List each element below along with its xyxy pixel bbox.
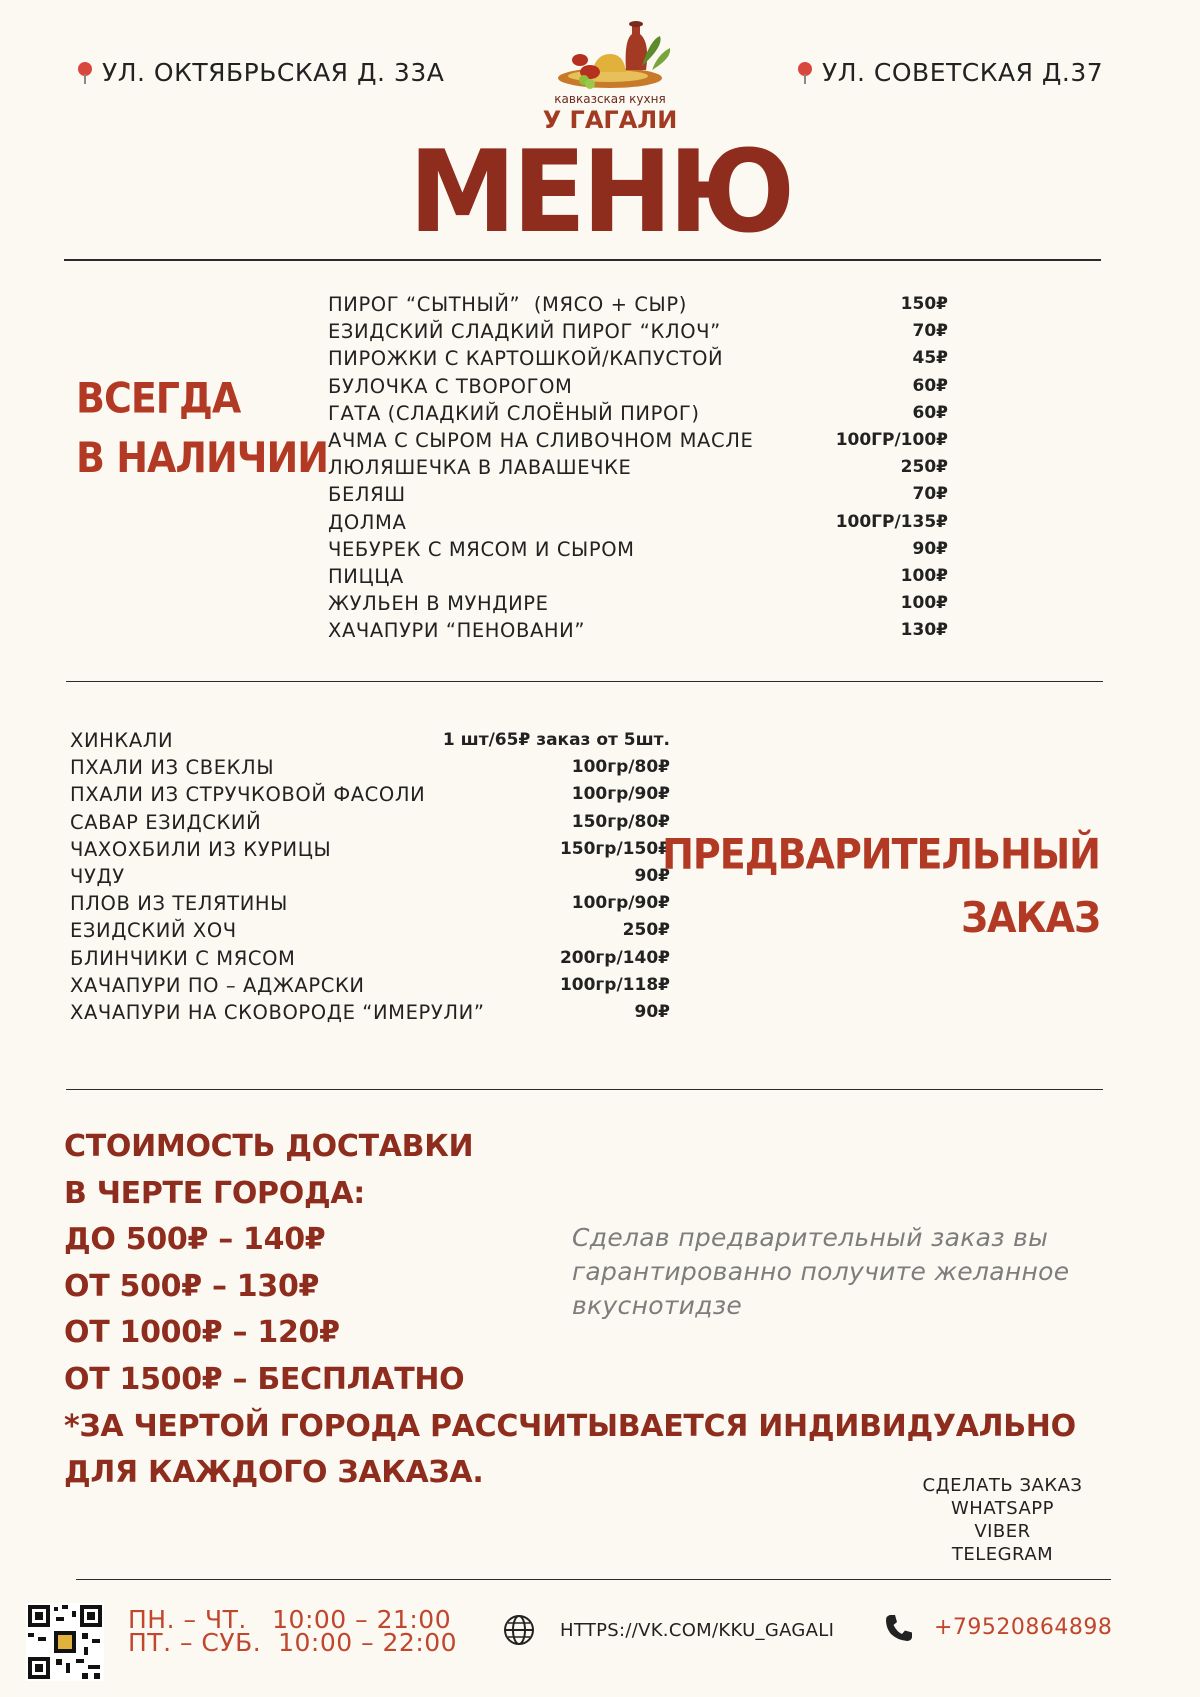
menu-item — [70, 781, 670, 808]
menu-item-name: ЧУДУ — [70, 865, 125, 889]
hours-line1: ПН. – ЧТ. 10:00 – 21:00 — [128, 1605, 452, 1634]
page-title: МЕНЮ — [408, 126, 792, 259]
menu-item-price: 45₽ — [912, 348, 948, 369]
menu-item — [328, 400, 948, 427]
qr-code-graphic — [26, 1603, 104, 1681]
preorder-heading — [620, 822, 1100, 950]
menu-item — [70, 999, 670, 1026]
menu-item-name: ХАЧАПУРИ “ПЕНОВАНИ” — [328, 619, 586, 643]
menu-item — [70, 727, 670, 754]
qr-code[interactable] — [26, 1603, 104, 1681]
menu-item-price: 100₽ — [900, 566, 948, 587]
menu-item — [70, 836, 670, 863]
menu-item — [70, 945, 670, 972]
menu-item-price: 90₽ — [634, 866, 670, 887]
always-heading — [76, 369, 328, 488]
menu-item — [328, 617, 948, 644]
menu-item-price: 200гр/140₽ — [559, 947, 670, 968]
menu-item-price: 250₽ — [900, 457, 948, 478]
map-pin-icon — [798, 62, 812, 84]
address-left-text: УЛ. ОКТЯБРЬСКАЯ Д. 33А — [102, 58, 445, 87]
menu-item-name: БУЛОЧКА С ТВОРОГОМ — [328, 374, 573, 398]
menu-item — [70, 972, 670, 999]
delivery-line: ОТ 1500₽ – БЕСПЛАТНО — [64, 1361, 465, 1397]
menu-item-name: ПХАЛИ ИЗ СВЕКЛЫ — [70, 756, 275, 780]
menu-item-name: ЖУЛЬЕН В МУНДИРЕ — [328, 592, 549, 616]
delivery-line: ОТ 500₽ – 130₽ — [64, 1268, 320, 1304]
opening-hours — [128, 1605, 458, 1657]
logo — [520, 10, 700, 135]
delivery-line: В ЧЕРТЕ ГОРОДА: — [64, 1175, 365, 1211]
menu-item-name: ЧЕБУРЕК С МЯСОМ И СЫРОМ — [328, 537, 635, 561]
menu-item-price: 60₽ — [912, 375, 948, 396]
menu-item — [328, 536, 948, 563]
phone-icon — [884, 1613, 914, 1643]
order-label: СДЕЛАТЬ ЗАКАЗ — [922, 1475, 1083, 1496]
order-channels — [900, 1474, 1105, 1566]
logo-subtitle: кавказская кухня — [554, 92, 666, 106]
menu-item-name: ГАТА (СЛАДКИЙ СЛОЁНЫЙ ПИРОГ) — [328, 401, 700, 425]
menu-item-name: ПЛОВ ИЗ ТЕЛЯТИНЫ — [70, 892, 288, 916]
menu-item-name: ПИЦЦА — [328, 565, 404, 589]
delivery-line: ОТ 1000₽ – 120₽ — [64, 1315, 340, 1351]
menu-item-price: 150гр/150₽ — [559, 838, 670, 859]
menu-item-name: ДОЛМА — [328, 510, 407, 534]
note-line: Сделав предварительный заказ вы — [572, 1223, 1049, 1252]
menu-item — [70, 863, 670, 890]
menu-item-price: 70₽ — [912, 484, 948, 505]
menu-item-name: САВАР ЕЗИДСКИЙ — [70, 810, 262, 834]
menu-item-name: ЧАХОХБИЛИ ИЗ КУРИЦЫ — [70, 837, 332, 861]
menu-item-price: 1 шт/65₽ заказ от 5шт. — [442, 730, 670, 750]
vk-link[interactable]: HTTPS://VK.COM/KKU_GAGALI — [560, 1620, 835, 1641]
delivery-line: *ЗА ЧЕРТОЙ ГОРОДА РАССЧИТЫВАЕТСЯ ИНДИВИДУАЛЬНО — [64, 1408, 1076, 1444]
logo-name: У ГАГАЛИ — [542, 106, 678, 134]
menu-item — [328, 318, 948, 345]
preorder-heading-line2: ЗАКАЗ — [961, 893, 1100, 943]
menu-item-price: 100гр/90₽ — [571, 784, 670, 805]
divider — [64, 259, 1101, 261]
order-whatsapp[interactable]: WHATSAPP — [950, 1498, 1055, 1519]
menu-item — [70, 917, 670, 944]
menu-item — [70, 890, 670, 917]
menu-item-name: ПИРОЖКИ С КАРТОШКОЙ/КАПУСТОЙ — [328, 347, 724, 371]
menu-item-price: 60₽ — [912, 402, 948, 423]
menu-item-name: ЕЗИДСКИЙ СЛАДКИЙ ПИРОГ “КЛОЧ” — [328, 320, 721, 344]
menu-item-price: 90₽ — [912, 538, 948, 559]
menu-item — [328, 481, 948, 508]
menu-item — [328, 427, 948, 454]
menu-item — [328, 454, 948, 481]
menu-item-name: ПИРОГ “СЫТНЫЙ” (МЯСО + СЫР) — [328, 293, 687, 316]
menu-item-name: ХАЧАПУРИ НА СКОВОРОДЕ “ИМЕРУЛИ” — [70, 1001, 485, 1025]
menu-item-name: БЕЛЯШ — [328, 483, 406, 507]
menu-item-name: ХИНКАЛИ — [70, 729, 174, 752]
address-right — [798, 58, 1103, 87]
menu-item — [328, 563, 948, 590]
order-telegram[interactable]: TELEGRAM — [951, 1544, 1054, 1565]
menu-item — [328, 590, 948, 617]
menu-item — [328, 291, 948, 318]
menu-item-price: 150₽ — [900, 294, 948, 314]
menu-item-price: 90₽ — [634, 1002, 670, 1023]
address-right-text: УЛ. СОВЕТСКАЯ Д.37 — [822, 58, 1104, 87]
menu-item-price: 100гр/90₽ — [571, 893, 670, 914]
menu-item-price: 70₽ — [912, 321, 948, 342]
menu-item-price: 100ГР/100₽ — [835, 430, 948, 451]
always-heading-line2: В НАЛИЧИИ — [76, 433, 329, 482]
menu-item-price: 100гр/118₽ — [559, 974, 670, 995]
menu-item-price: 100ГР/135₽ — [835, 511, 948, 532]
menu-item — [328, 509, 948, 536]
globe-icon — [503, 1614, 535, 1646]
menu-item-price: 130₽ — [900, 620, 948, 641]
preorder-list — [70, 727, 670, 1026]
divider — [76, 1579, 1111, 1580]
divider — [66, 681, 1103, 682]
delivery-line: ДЛЯ КАЖДОГО ЗАКАЗА. — [64, 1455, 484, 1491]
menu-item-name: ЕЗИДСКИЙ ХОЧ — [70, 919, 237, 943]
menu-item-price: 100₽ — [900, 593, 948, 614]
menu-item-price: 250₽ — [622, 920, 670, 941]
menu-item — [328, 345, 948, 372]
divider — [66, 1089, 1103, 1090]
menu-item — [328, 373, 948, 400]
note-line: гарантированно получите желанное — [572, 1257, 1070, 1286]
hours-line2: ПТ. – СУБ. 10:00 – 22:00 — [128, 1628, 458, 1657]
delivery-line: ДО 500₽ – 140₽ — [64, 1222, 326, 1258]
order-viber[interactable]: VIBER — [974, 1521, 1031, 1542]
menu-item-price: 100гр/80₽ — [571, 757, 670, 778]
preorder-heading-line1: ПРЕДВАРИТЕЛЬНЫЙ — [662, 829, 1100, 879]
menu-item-name: ПХАЛИ ИЗ СТРУЧКОВОЙ ФАСОЛИ — [70, 783, 426, 807]
menu-item-name: БЛИНЧИКИ С МЯСОМ — [70, 946, 296, 970]
always-list — [328, 291, 948, 645]
phone-number[interactable]: +79520864898 — [934, 1615, 1113, 1640]
menu-item — [70, 809, 670, 836]
delivery-line: СТОИМОСТЬ ДОСТАВКИ — [64, 1129, 474, 1164]
menu-item-name: АЧМА С СЫРОМ НА СЛИВОЧНОМ МАСЛЕ — [328, 429, 754, 453]
map-pin-icon — [78, 62, 92, 84]
always-heading-line1: ВСЕГДА — [76, 374, 241, 423]
menu-item-price: 150гр/80₽ — [571, 811, 670, 832]
note-line: вкуснотидзе — [572, 1291, 743, 1320]
address-left — [78, 58, 444, 87]
menu-item-name: ХАЧАПУРИ ПО – АДЖАРСКИ — [70, 973, 365, 997]
menu-item — [70, 754, 670, 781]
logo-illustration — [520, 10, 700, 95]
menu-item-name: ЛЮЛЯШЕЧКА В ЛАВАШЕЧКЕ — [328, 456, 632, 480]
preorder-note — [572, 1221, 1132, 1323]
